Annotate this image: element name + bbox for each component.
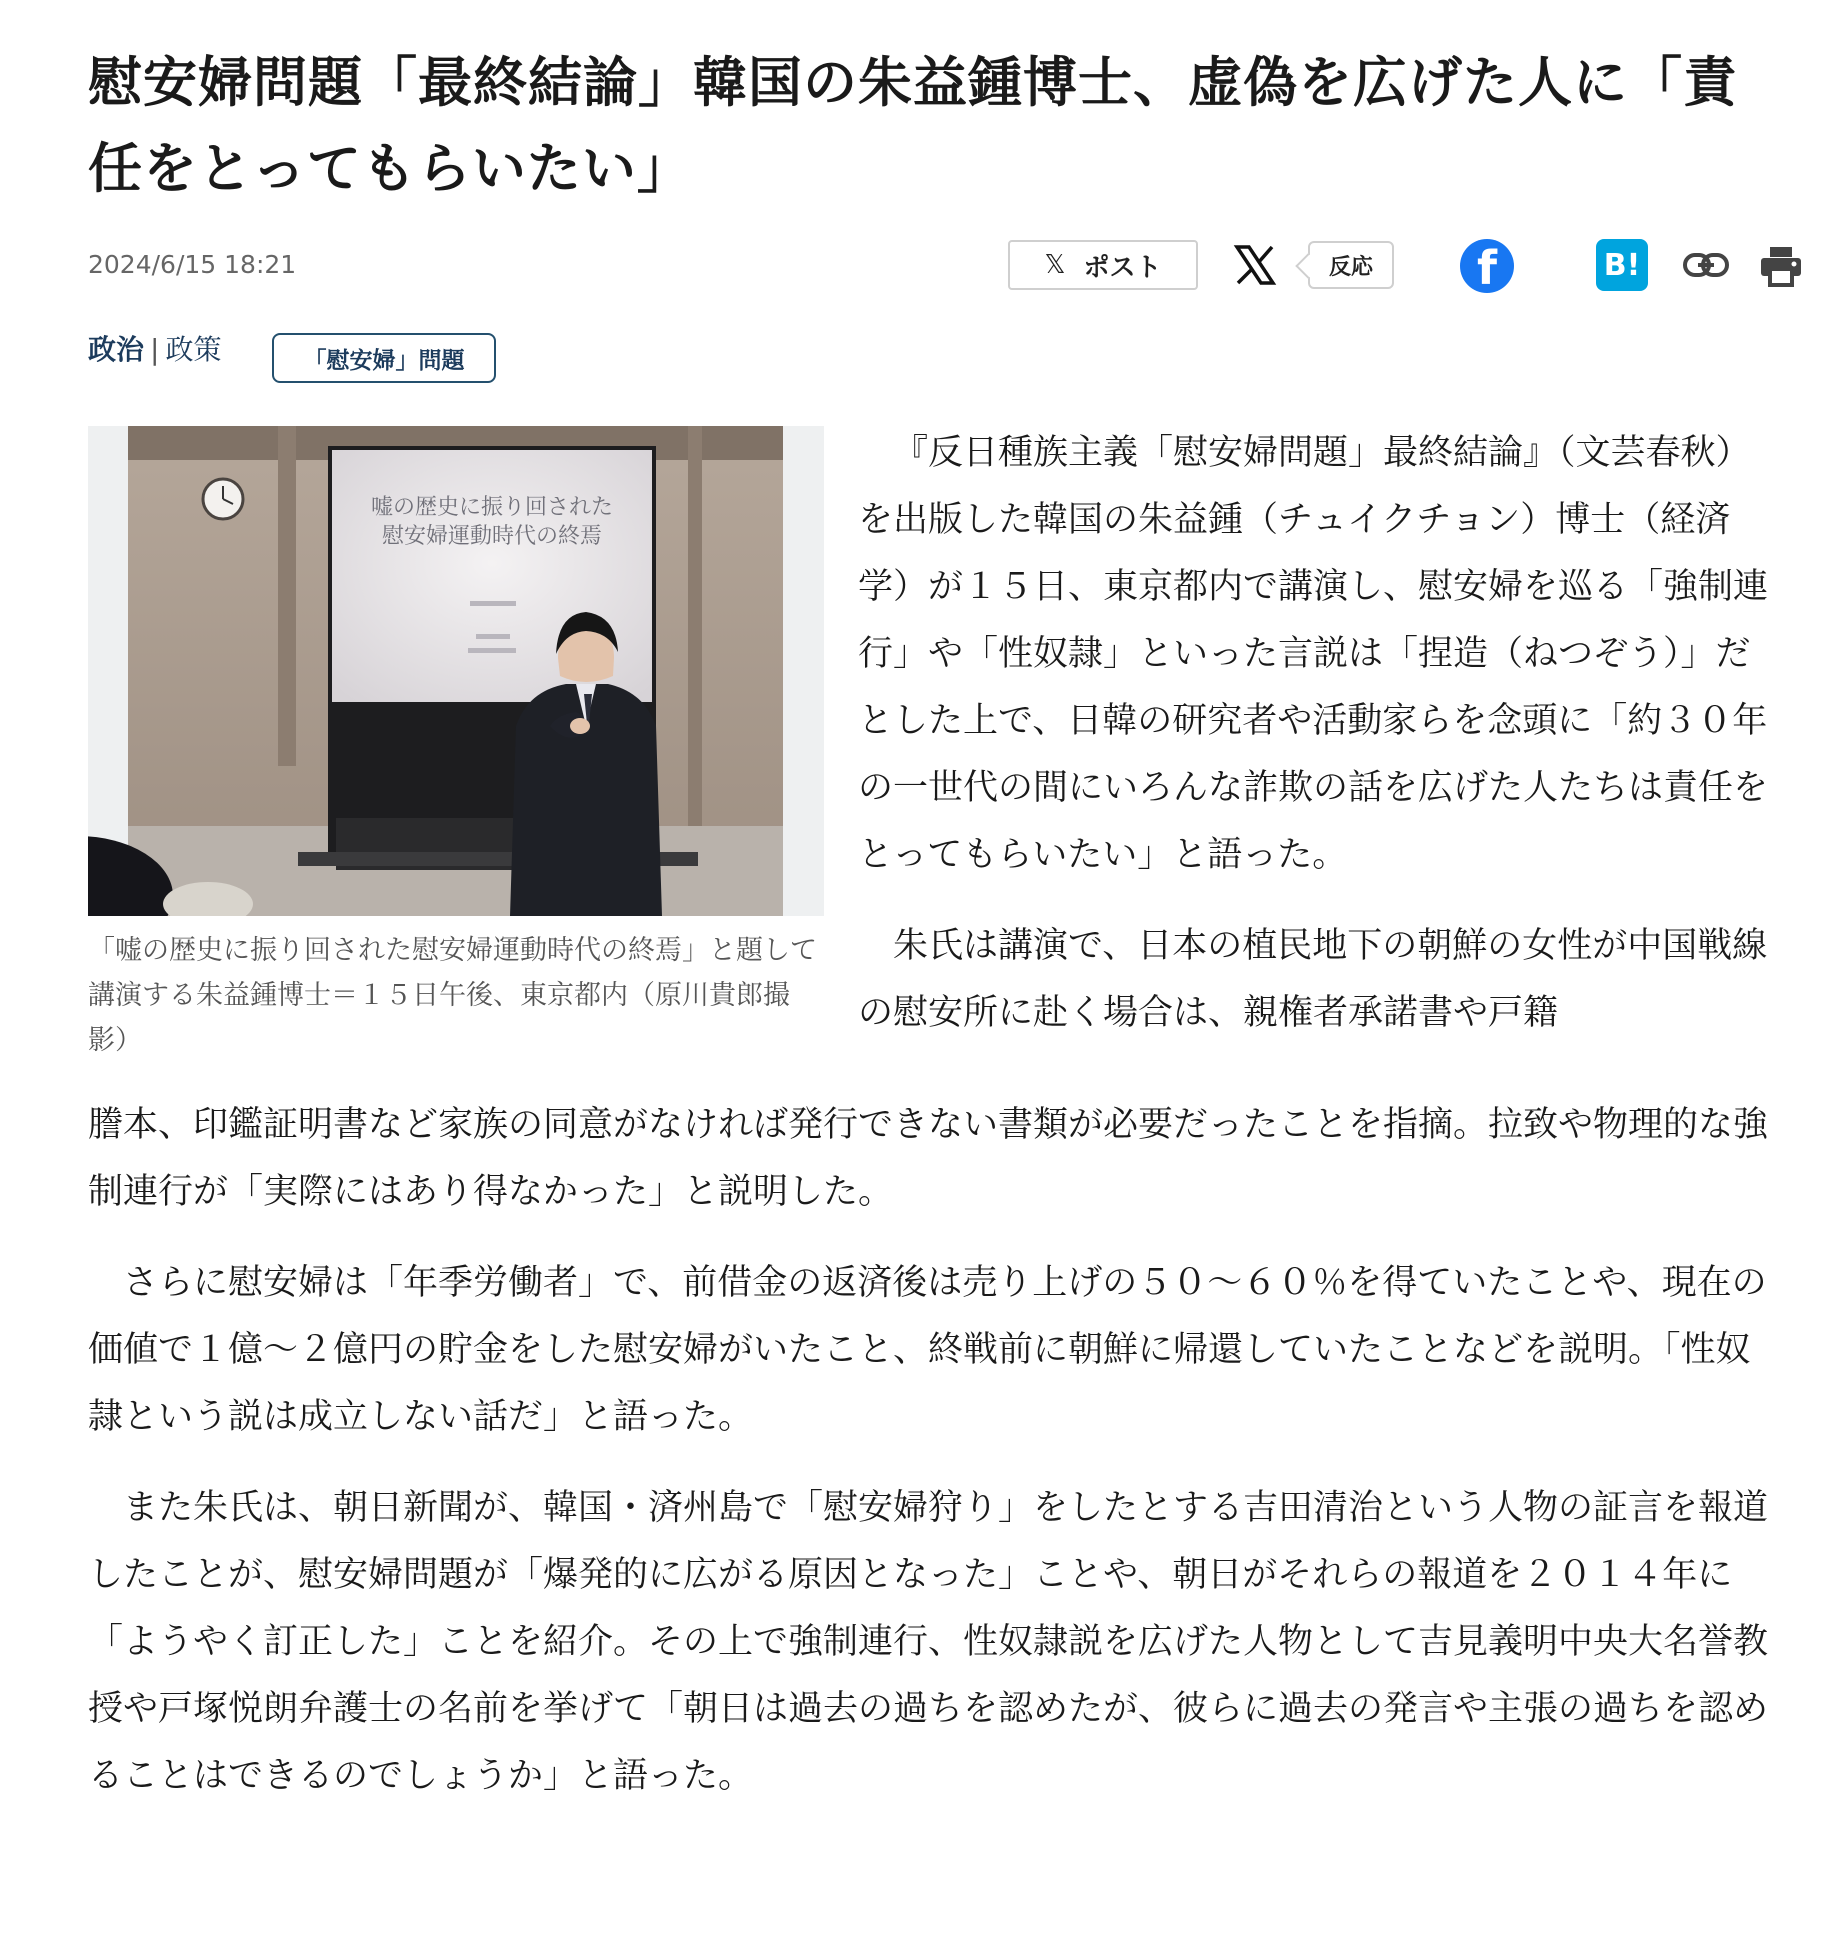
print-icon[interactable] xyxy=(1758,243,1804,289)
photo-caption: 「嘘の歴史に振り回された慰安婦運動時代の終焉」と題して講演する朱益鍾博士＝１５日午後、東京都内（原川貴郎撮影） xyxy=(88,935,817,1056)
paragraph-1: 『反日種族主義「慰安婦問題」最終結論』（文芸春秋）を出版した韓国の朱益鍾（チュイクチョン）博士（経済学）が１５日、東京都内で講演し、慰安婦を巡る「強制連行」や「性奴隷」といった言説は「捏造（ねつぞう）」だとした上で、日韓の研究者や活動家らを念頭に「約３０年の一世代の間にいろんな詐欺の話を広げた人たちは責任をとってもらいたい」と語った。 xyxy=(858,433,1769,875)
paragraph-gap xyxy=(858,889,1768,913)
x-post-button[interactable] xyxy=(1008,240,1198,290)
reaction-count-button[interactable]: 反応 xyxy=(1308,241,1394,289)
share-toolbar xyxy=(1008,235,1768,305)
topic-tag[interactable]: 「慰安婦」問題 xyxy=(272,333,496,383)
hatena-bookmark-icon[interactable]: B! xyxy=(1596,239,1648,291)
publish-date: 2024/6/15 18:21 xyxy=(88,250,297,279)
article-body-rest xyxy=(88,1092,1768,1834)
article-photo xyxy=(88,426,824,916)
x-reaction-icon[interactable] xyxy=(1233,235,1277,299)
slide-title-line2: 慰安婦運動時代の終焉 xyxy=(381,523,603,548)
category-politics-link[interactable]: 政治 xyxy=(88,333,145,366)
article-body-top xyxy=(858,420,1768,1047)
paragraph-3: さらに慰安婦は「年季労働者」で、前借金の返済後は売り上げの５０～６０％を得ていたことや、現在の価値で１億～２億円の貯金をした慰安婦がいたこと、終戦前に朝鮮に帰還していたことなどを説明。「性奴隷という説は成立しない話だ」と語った。 xyxy=(88,1263,1767,1437)
category-breadcrumb xyxy=(88,328,221,368)
category-separator: | xyxy=(150,333,160,366)
paragraph-2-end: 謄本、印鑑証明書など家族の同意がなければ発行できない書類が必要だったことを指摘。拉致や物理的な強制連行が「実際にはあり得なかった」と説明した。 xyxy=(88,1105,1769,1212)
facebook-share-icon[interactable] xyxy=(1460,239,1514,293)
x-post-label: ポスト xyxy=(1083,252,1162,283)
copy-link-icon[interactable] xyxy=(1682,245,1730,285)
facebook-glyph: f xyxy=(1476,241,1497,293)
article-headline: 慰安婦問題「最終結論」韓国の朱益鍾博士、虚偽を広げた人に「責任をとってもらいたい」 xyxy=(88,51,1738,200)
paragraph-2-start: 朱氏は講演で、日本の植民地下の朝鮮の女性が中国戦線の慰安所に赴く場合は、親権者承諾書や戸籍 xyxy=(858,926,1768,1033)
category-policy-link[interactable]: 政策 xyxy=(165,333,222,366)
slide-title-line1: 嘘の歴史に振り回された xyxy=(370,494,614,519)
article-figure xyxy=(88,426,824,1063)
paragraph-4: また朱氏は、朝日新聞が、韓国・済州島で「慰安婦狩り」をしたとする吉田清治という人物の証言を報道したことが、慰安婦問題が「爆発的に広がる原因となった」ことや、朝日がそれらの報道を２０１４年に「ようやく訂正した」ことを紹介。その上で強制連行、性奴隷説を広げた人物として吉見義明中央大名誉教授や戸塚悦朗弁護士の名前を挙げて「朝日は過去の過ちを認めたが、彼らに過去の発言や主張の過ちを認めることはできるのでしょうか」と語った。 xyxy=(88,1488,1769,1796)
x-logo-icon: 𝕏 xyxy=(1044,250,1066,280)
